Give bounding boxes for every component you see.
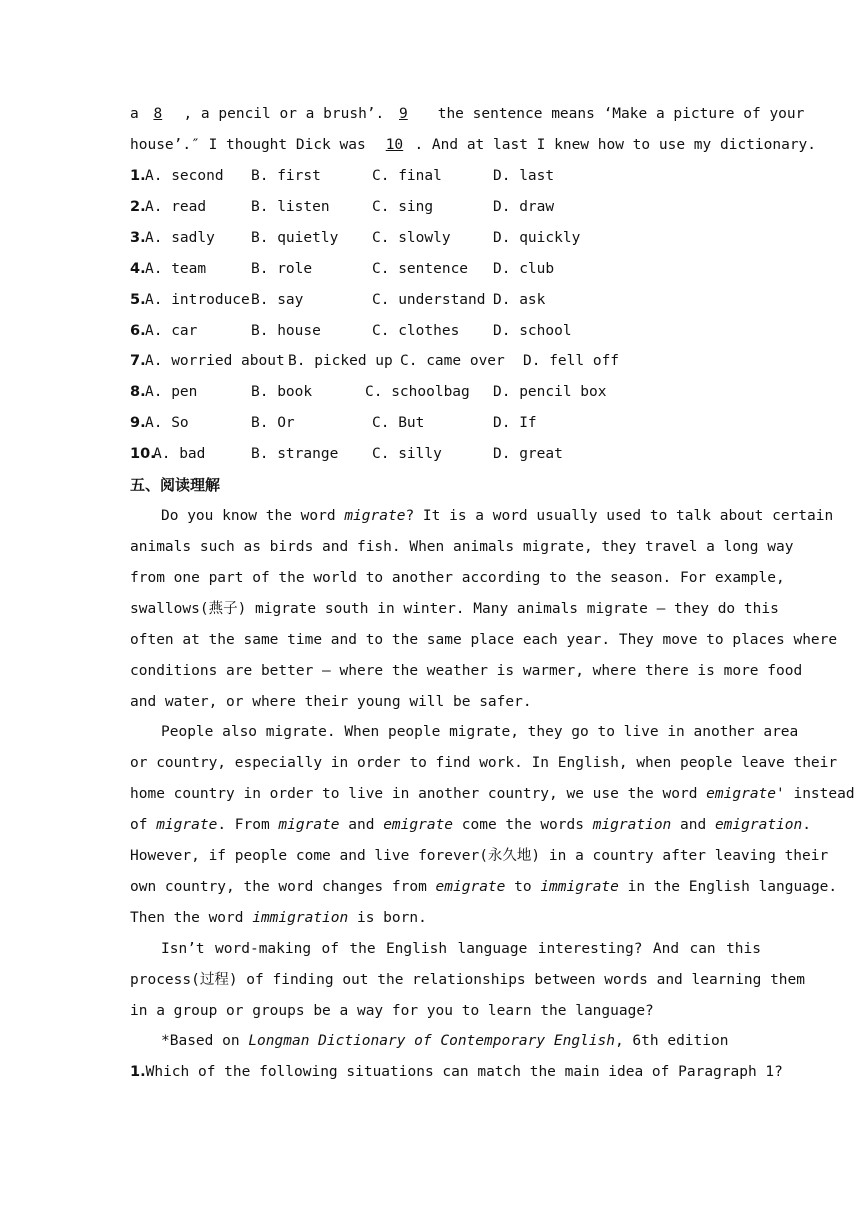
- section-heading: 五、阅读理解: [130, 476, 221, 494]
- option-b: B. Or: [251, 415, 295, 432]
- option-b: B. strange: [251, 446, 339, 463]
- blank-10: 10: [385, 137, 404, 153]
- italic-term: immigrate: [540, 879, 619, 895]
- cloze-line-1: [130, 99, 805, 130]
- option-a: A. bad: [153, 446, 206, 463]
- passage-line: conditions are better — where the weather is warmer, where there is more food: [130, 663, 803, 679]
- option-d: D. fell off: [523, 353, 620, 370]
- text: the sentence means ‘Make a picture of your: [428, 106, 805, 122]
- text: house’.″ I thought Dick was: [130, 137, 375, 153]
- question-number: 1.: [130, 168, 146, 184]
- text: and: [339, 817, 384, 833]
- reading-question-1: [130, 1057, 783, 1088]
- option-c: C. sing: [372, 198, 434, 215]
- passage-line: and water, or where their young will be safer.: [130, 694, 532, 710]
- question-number: 8.: [130, 384, 146, 401]
- text: ? It is a word usually used to talk about certain: [405, 508, 834, 524]
- option-a: A. worried about: [145, 353, 285, 370]
- passage-line: [130, 903, 730, 934]
- text: ' instead: [776, 786, 855, 802]
- option-b: B. house: [251, 322, 321, 339]
- option-d: D. If: [493, 415, 537, 432]
- option-c: C. sentence: [372, 260, 469, 277]
- passage-line: or country, especially in order to find work. In English, when people leave their: [130, 755, 838, 771]
- text: come the words: [453, 817, 593, 833]
- passage-line: [130, 810, 811, 841]
- question-row: [130, 192, 730, 223]
- text: in the English language.: [618, 879, 838, 895]
- question-row: [130, 439, 730, 470]
- text: , a pencil or a brush’.: [183, 106, 393, 122]
- option-d: D. great: [493, 446, 563, 463]
- option-c: C. came over: [400, 353, 505, 370]
- italic-term: immigration: [252, 910, 349, 926]
- question-row: [130, 346, 730, 377]
- question-number: 1.: [130, 1064, 146, 1080]
- passage-line: People also migrate. When people migrate, they go to live in another area: [161, 724, 799, 740]
- option-b: B. role: [251, 260, 313, 277]
- italic-term: migrate: [156, 817, 218, 833]
- passage-line: often at the same time and to the same place each year. They move to places where: [130, 632, 838, 648]
- text: .: [802, 817, 811, 833]
- italic-term: migration: [592, 817, 672, 833]
- question-number: 6.: [130, 322, 146, 339]
- text: to: [505, 879, 541, 895]
- question-row: [130, 316, 730, 347]
- italic-term: migrate: [278, 817, 340, 833]
- question-number: 9.: [130, 415, 146, 432]
- option-b: B. listen: [251, 198, 330, 215]
- option-a: A. sadly: [145, 229, 215, 246]
- option-d: D. last: [493, 168, 555, 184]
- question-number: 10.: [130, 446, 156, 463]
- option-a: A. introduce: [145, 291, 250, 308]
- text: own country, the word changes from: [130, 879, 436, 895]
- passage-line: [130, 872, 838, 903]
- passage-line: in a group or groups be a way for you to learn the language?: [130, 1003, 654, 1019]
- option-d: D. draw: [493, 198, 555, 215]
- option-c: C. But: [372, 415, 425, 432]
- question-row: [130, 285, 730, 316]
- italic-term: emigrate: [706, 786, 777, 802]
- option-c: C. final: [372, 168, 442, 184]
- option-d: D. quickly: [493, 229, 581, 246]
- option-c: C. understand: [372, 291, 486, 308]
- text: Do you know the word: [161, 508, 345, 524]
- text: is born.: [348, 910, 427, 926]
- passage-line: from one part of the world to another according to the season. For example,: [130, 570, 785, 586]
- question-row: [130, 161, 730, 192]
- option-a: A. read: [145, 198, 207, 215]
- blank-8: 8: [153, 106, 163, 122]
- passage-line: [130, 779, 855, 810]
- italic-term: emigration: [714, 817, 803, 833]
- option-b: B. say: [251, 291, 304, 308]
- italic-title: Longman Dictionary of Contemporary English: [248, 1033, 615, 1049]
- italic-term: migrate: [344, 508, 406, 524]
- italic-term: emigrate: [383, 817, 454, 833]
- question-row: [130, 377, 730, 408]
- option-b: B. picked up: [288, 353, 393, 370]
- text: a: [130, 106, 148, 122]
- question-text: Which of the following situations can match the main idea of Paragraph 1?: [145, 1064, 783, 1080]
- passage-line: However, if people come and live forever(永久地) in a country after leaving their: [130, 848, 829, 864]
- text: *Based on: [161, 1033, 249, 1049]
- option-a: A. team: [145, 260, 207, 277]
- question-number: 7.: [130, 353, 146, 370]
- option-d: D. club: [493, 260, 555, 277]
- text: Then the word: [130, 910, 253, 926]
- text: home country in order to live in another country, we use the word: [130, 786, 707, 802]
- option-a: A. So: [145, 415, 189, 432]
- text: . And at last I knew how to use my dictionary.: [414, 137, 817, 153]
- text: of: [130, 817, 157, 833]
- option-b: B. quietly: [251, 229, 339, 246]
- question-row: [130, 223, 730, 254]
- option-c: C. schoolbag: [365, 384, 470, 401]
- italic-term: emigrate: [435, 879, 506, 895]
- source-citation: [130, 1026, 761, 1057]
- question-row: [130, 254, 730, 285]
- passage-line: [130, 501, 834, 532]
- text: and: [671, 817, 715, 833]
- cloze-line-2: [130, 130, 817, 161]
- question-number: 4.: [130, 260, 146, 277]
- option-c: C. slowly: [372, 229, 451, 246]
- option-c: C. clothes: [372, 322, 460, 339]
- passage-line: process(过程) of finding out the relationships between words and learning them: [130, 972, 806, 988]
- question-row: [130, 408, 730, 439]
- text: . From: [217, 817, 279, 833]
- blank-9: 9: [398, 106, 408, 122]
- question-number: 2.: [130, 198, 146, 215]
- option-a: A. car: [145, 322, 198, 339]
- passage-line: swallows(燕子) migrate south in winter. Many animals migrate — they do this: [130, 601, 779, 617]
- text: , 6th edition: [614, 1033, 729, 1049]
- option-d: D. school: [493, 322, 572, 339]
- option-d: D. pencil box: [493, 384, 607, 401]
- option-d: D. ask: [493, 291, 546, 308]
- option-b: B. book: [251, 384, 313, 401]
- option-b: B. first: [251, 168, 321, 184]
- option-c: C. silly: [372, 446, 442, 463]
- option-a: A. second: [145, 168, 224, 184]
- question-number: 5.: [130, 291, 146, 308]
- question-number: 3.: [130, 229, 146, 246]
- option-a: A. pen: [145, 384, 198, 401]
- passage-line: Isn’t word-making of the English language interesting? And can this: [161, 941, 761, 957]
- passage-line: animals such as birds and fish. When animals migrate, they travel a long way: [130, 539, 794, 555]
